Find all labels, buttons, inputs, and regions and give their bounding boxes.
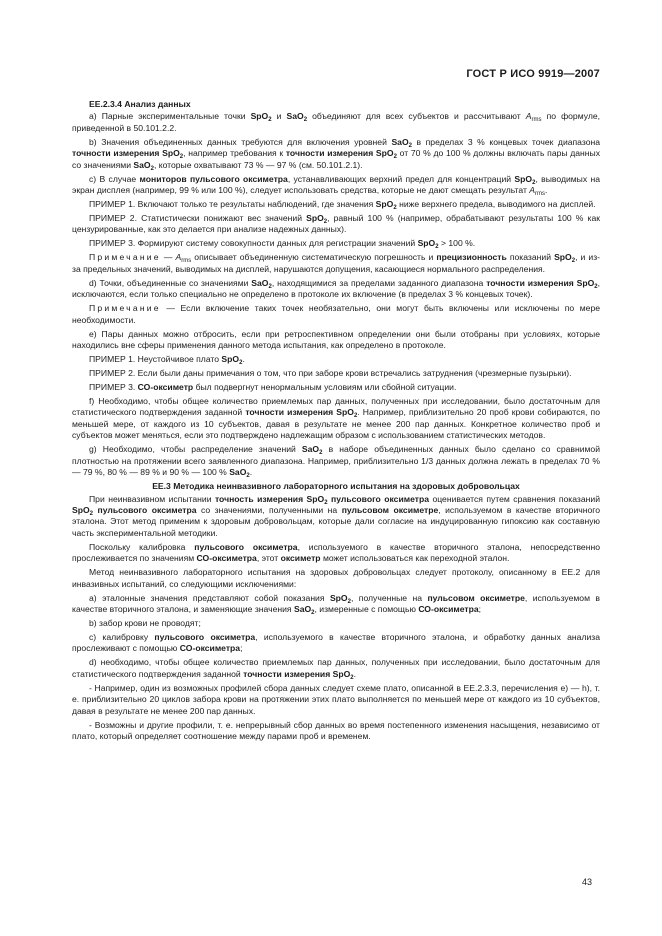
item-b: b) Значения объединенных данных требуются для включения уровней SaO$_2$ в пределах 3 % концевых точек диапазона точности измерения SpO$_2$, например требования к точности измерения SpO$_2$ от 70 % до 100 % должны включать пары данных со значениями SaO$_2$, которые охватывают 73 % — 97 % (см. 50.101.2.1). — [72, 136, 601, 172]
example-1: ПРИМЕР 1. Включают только те результаты наблюдений, где значения SpO$_2$ ниже верхнего предела, выводимого на дисплей. — [89, 199, 596, 212]
ee3-paragraph-1: При неинвазивном испытании точность измерения SpO$_2$ пульсового оксиметра оценивается путем сравнения показаний SpO$_2$ пульсового оксиметра со значениями, полученными на пульсовом оксиметре, используемом в качестве вторичного эталона. Этот метод применим к здоровым добровольцам, которые дали согласие на индуцированную гипоксию как составную часть экспериментальной методики. — [72, 493, 600, 538]
ee3-paragraph-3: Метод неинвазивного лабораторного испытания на здоровых добровольцах следует протоколу, описанному в ЕЕ.2 для инвазивных испытаний, со следующими исключениями: — [72, 567, 600, 589]
note-inclusion: Примечание — Если включение таких точек необязательно, они могут быть включены или исключены по мере необходимости. — [72, 303, 600, 325]
example-e1: ПРИМЕР 1. Неустойчивое плато SpO$_2$. — [89, 354, 245, 367]
standard-header: ГОСТ Р ИСО 9919—2007 — [466, 68, 600, 80]
section-title-ee3: ЕЕ.3 Методика неинвазивного лабораторного испытания на здоровых добровольцах — [152, 481, 520, 492]
exception-d-example: - Например, один из возможных профилей сбора данных следует схеме плато, описанной в ЕЕ.2.3.3, перечисления е) — h), т. е. приблизительно 20 циклов забора крови на протяжении этих плато выполняется по меньшей мере от каждого из 10 субъектов, давая в результате не менее 200 пар данных. — [72, 682, 600, 716]
section-title-ee234: ЕЕ.2.3.4 Анализ данных — [89, 99, 191, 109]
ee3-paragraph-2: Поскольку калибровка пульсового оксиметра, используемого в качестве вторичного эталона, непосредственно прослеживается по значениям СО-оксиметра, этот оксиметр может использоваться как переходной эталон. — [72, 541, 600, 564]
page-body — [72, 99, 600, 745]
item-c: с) В случае мониторов пульсового оксиметра, устанавливающих верхний предел для концентраций SpO$_2$, выводимых на экран дисплея (например, 99 % или 100 %), следует использовать средства, которые не дают смещать результат $A_{rms}$. — [72, 173, 601, 198]
exception-d: d) необходимо, чтобы общее количество приемлемых пар данных, полученных при исследовании, было достаточным для статистического подтверждения заданной точности измерения SpO$_2$. — [72, 657, 600, 681]
exception-c: с) калибровку пульсового оксиметра, используемого в качестве вторичного эталона, и обработку данных анализа прослеживают с помощью СО-оксиметра; — [72, 631, 600, 654]
item-f: f) Необходимо, чтобы общее количество приемлемых пар данных, полученных при исследовании, было достаточным для статистического подтверждения заданной точности измерения SpO$_2$. Например, приблизительно 20 проб крови собираются, по меньшей мере, от каждого из 10 субъектов, давая в результате не менее 200 пар данных. Конкретное количество проб и субъектов может меняться, если это подтверждено надлежащим образом с использованием статистических методов. — [72, 396, 600, 441]
item-a: а) Парные экспериментальные точки SpO$_2$ и SaO$_2$ объединяют для всех субъектов и рассчитывают $A_{rms}$ по формуле, приведенной в 50.101.2.2. — [72, 111, 601, 133]
example-3: ПРИМЕР 3. Формируют систему совокупности данных для регистрации значений SpO$_2$ > 100 %. — [89, 238, 476, 251]
example-e2: ПРИМЕР 2. Если были даны примечания о том, что при заборе крови встречались затруднения (чрезмерные пузырьки). — [89, 368, 572, 379]
exception-a: а) эталонные значения представляют собой показания SpO$_2$, полученные на пульсовом оксиметре, используемом в качестве вторичного эталона, и заменяющие значения SaO$_2$, измеренные с помощью СО-оксиметра; — [72, 592, 600, 616]
item-e: е) Пары данных можно отбросить, если при ретроспективном определении они были отобраны при условиях, которые находились вне сферы применения данного метода испытания, как определено в протоколе. — [72, 328, 600, 351]
item-g: g) Необходимо, чтобы распределение значений SaO$_2$ в наборе объединенных данных было сделано со сравнимой плотностью на протяжении всего заявленного диапазона. Например, приблизительно 1/3 данных должна лежать в пределах 70 % — 79 %, 80 % — 89 % и 90 % — 100 % SaO$_2$. — [72, 444, 600, 480]
exception-b: b) забор крови не проводят; — [89, 617, 201, 628]
note-arms: Примечание — $A_{rms}$ описывает объединенную систематическую погрешность и прецизионность показаний SpO$_2$, и из-за предельных значений, выводимых на дисплей, нарушаются допущения, касающиеся нормального распределения. — [72, 252, 600, 274]
example-e3: ПРИМЕР 3. СО-оксиметр был подвергнут ненормальным условиям или сбойной ситуации. — [89, 382, 457, 393]
example-2: ПРИМЕР 2. Статистически понижают вес значений SpO$_2$, равный 100 % (например, обрабатывают результаты 100 % как цензурированные, как это делается при анализе надежных данных). — [72, 213, 600, 235]
exception-d-other: - Возможны и другие профили, т. е. непрерывный сбор данных во время постепенного изменения насыщения, независимо от плато, который определяет соотношение между парами проб и временем. — [72, 719, 600, 741]
page-number: 43 — [581, 877, 592, 887]
item-d: d) Точки, объединенные со значениями SaO$_2$, находящимися за пределами заданного диапазона точности измерения SpO$_2$, исключаются, если только специально не определено в протоколе их включение (в пределах 3 % концевых точек). — [72, 277, 601, 300]
